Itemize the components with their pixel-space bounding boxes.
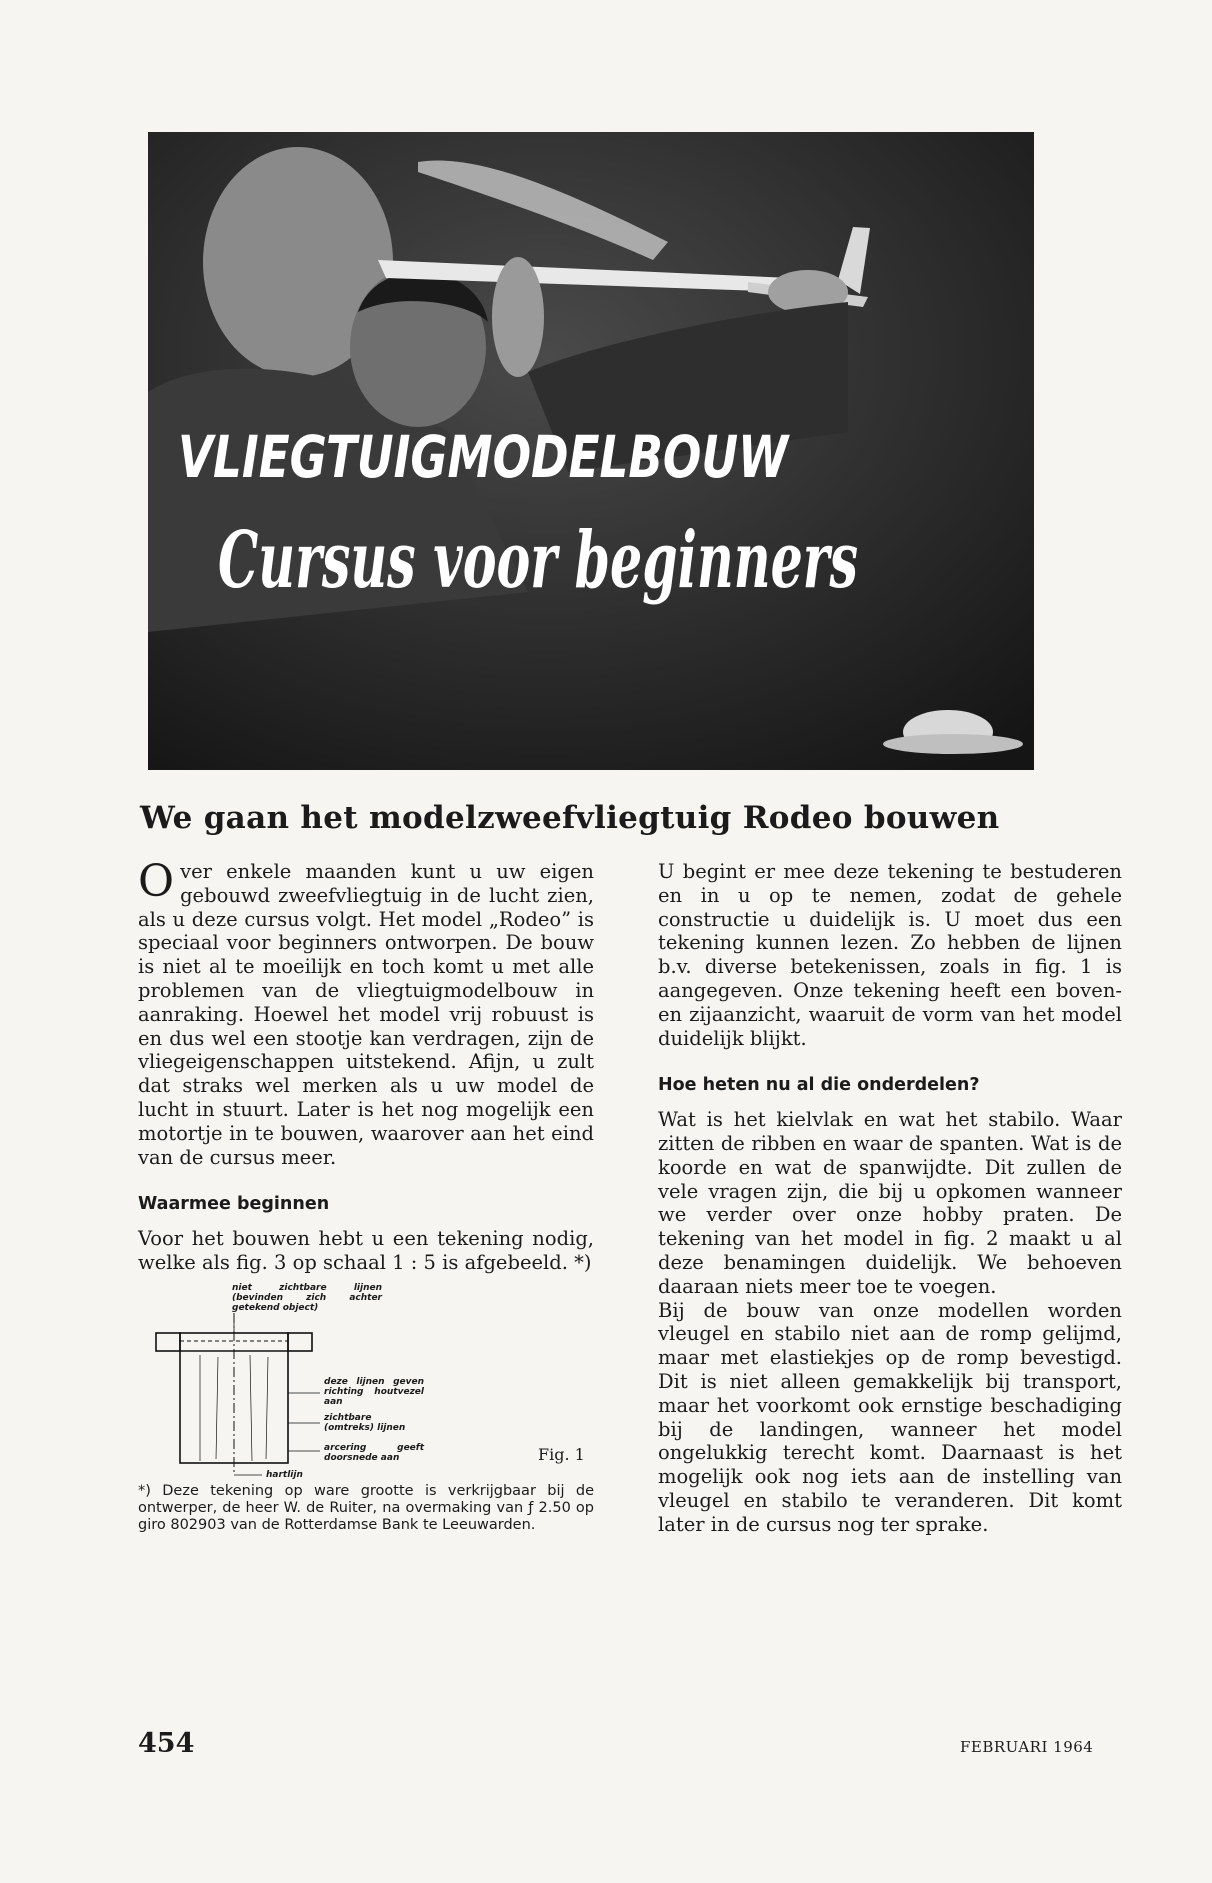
figure-label-hidden-lines: niet zichtbare lijnen (bevinden zich achter getekend object) (232, 1282, 382, 1313)
figure-caption: Fig. 1 (538, 1444, 585, 1464)
issue-date: FEBRUARI 1964 (960, 1738, 1094, 1756)
article-headline: We gaan het modelzweefvliegtuig Rodeo bouwen (140, 800, 1000, 836)
right-paragraph-2: Wat is het kielvlak en wat het stabilo. Waar zitten de ribben en waar de spanten. Wat is de koorde en wat de spanwijdte. Dit zullen de vele vragen zijn, die bij u opkomen wanneer we verder over onze hobby praten. De tekening van het model in fig. 2 maakt u al deze benamingen duidelijk. We behoeven daaraan niets meer toe te voegen. (658, 1108, 1122, 1298)
intro-text: ver enkele maanden kunt u uw eigen gebouwd zweefvliegtuig in de lucht zien, als u deze cursus volgt. Het model „Rodeo” is speciaal voor beginners ontworpen. De bouw is niet al te moeilijk en toch komt u met alle problemen van de vliegtuigmodelbouw in aanraking. Hoewel het model vrij robuust is en dus wel een stootje kan verdragen, zijn de vliegeigenschappen uitstekend. Afijn, u zult dat straks wel merken als u uw model de lucht in stuurt. Later is het nog mogelijk een motortje in te bouwen, waarover aan het eind van de cursus meer. (138, 860, 594, 1169)
intro-paragraph (138, 856, 594, 1169)
header-photo (148, 132, 1034, 770)
footnote: *) Deze tekening op ware grootte is verkrijgbaar bij de ontwerper, de heer W. de Ruiter, na overmaking van ƒ 2.50 op giro 802903 van de Rotterdamse Bank te Leeuwarden. (138, 1482, 594, 1533)
waarmee-paragraph: Voor het bouwen hebt u een tekening nodig, welke als fig. 3 op schaal 1 : 5 is afgebeeld. *) (138, 1227, 594, 1274)
figure-label-axis: hartlijn (266, 1469, 303, 1480)
figure-label-visible-lines: zichtbare (omtreks) lijnen (324, 1412, 406, 1433)
left-column (138, 856, 594, 1534)
right-paragraph-1: U begint er mee deze tekening te bestuderen en in u op te nemen, zodat de gehele constructie u duidelijk is. U moet dus een tekening kunnen lezen. Zo hebben de lijnen b.v. diverse betekenissen, zoals in fig. 1 is aangegeven. Onze tekening heeft een boven- en zijaanzicht, waaruit de vorm van het model duidelijk blijkt. (658, 860, 1122, 1050)
drop-cap: O (138, 856, 175, 907)
figure-label-hatching: arcering geeft doorsnede aan (324, 1442, 424, 1463)
figure-label-grain: deze lijnen geven richting houtvezel aan (324, 1376, 424, 1407)
photo-title-line1: VLIEGTUIGMODELBOUW (178, 423, 791, 491)
right-paragraph-3: Bij de bouw van onze modellen worden vleugel en stabilo niet aan de romp gelijmd, maar met elastiekjes op de romp bevestigd. Dit is niet alleen gemakkelijk bij transport, maar het voorkomt ook ernstige beschadiging bij de landingen, wanneer het model ongelukkig terecht komt. Daarnaast is het mogelijk ook nog iets aan de instelling van vleugel en stabilo te veranderen. Dit komt later in de cursus nog ter sprake. (658, 1298, 1122, 1536)
section-heading-onderdelen: Hoe heten nu al die onderdelen? (658, 1075, 980, 1096)
page-number: 454 (138, 1728, 195, 1759)
photo-title-line2: Cursus voor beginners (218, 515, 858, 606)
figure-1 (138, 1283, 594, 1483)
right-column (658, 860, 1122, 1537)
section-heading-waarmee: Waarmee beginnen (138, 1194, 330, 1215)
